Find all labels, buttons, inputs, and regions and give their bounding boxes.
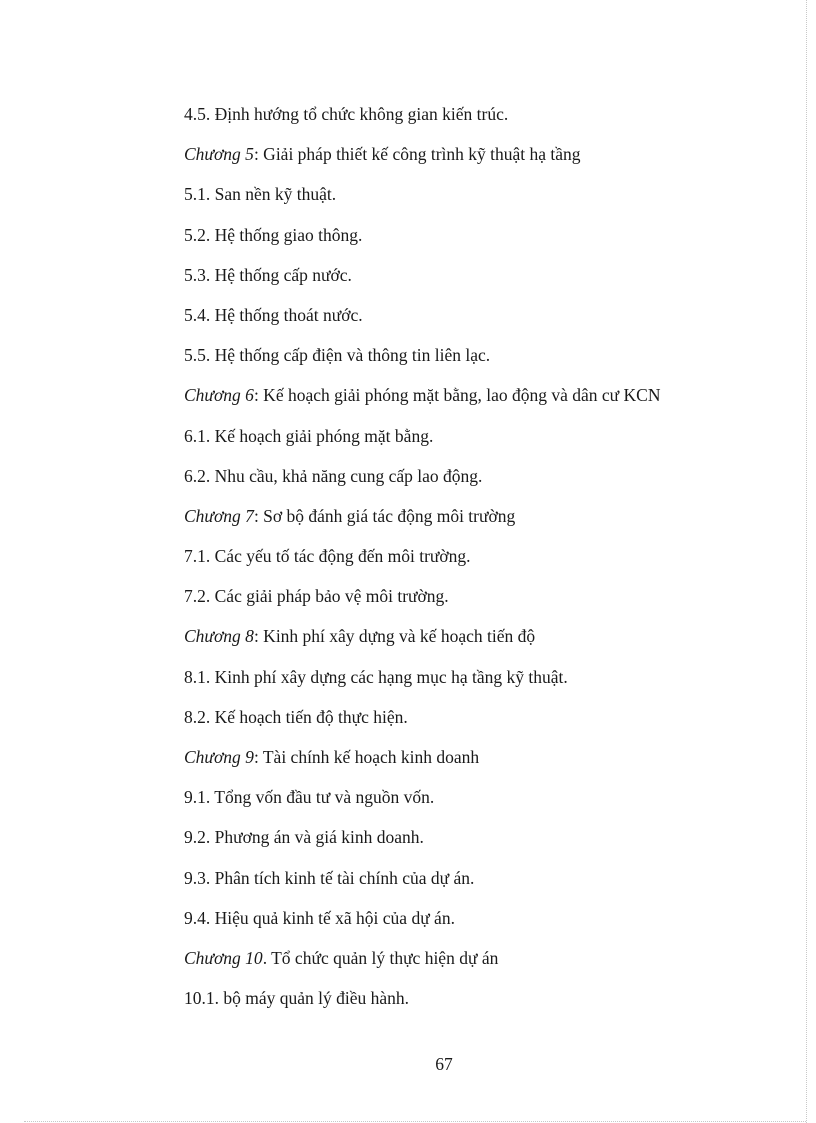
chapter-label: Chương 6: [184, 385, 254, 406]
chapter-label: Chương 5: [184, 144, 254, 165]
section-item: 6.1. Kế hoạch giải phóng mặt bằng.: [184, 425, 434, 446]
section-item: 6.2. Nhu cầu, khả năng cung cấp lao động.: [184, 465, 483, 486]
page-number: 67: [435, 1054, 453, 1074]
section-item: 8.1. Kinh phí xây dựng các hạng mục hạ tầng kỹ thuật.: [184, 666, 568, 687]
chapter-label: Chương 9: [184, 747, 254, 767]
chapter-heading: [184, 504, 784, 544]
chapter-title: . Tổ chức quản lý thực hiện dự án: [262, 947, 499, 968]
page-edge-right: [806, 0, 807, 1123]
chapter-label: Chương 8: [184, 626, 254, 647]
chapter-heading: [184, 624, 784, 664]
section-item: 7.1. Các yếu tố tác động đến môi trường.: [184, 546, 471, 567]
chapter-heading: [184, 946, 784, 986]
table-of-contents: [184, 102, 784, 1026]
chapter-title: : Tài chính kế hoạch kinh doanh: [253, 747, 480, 767]
section-item: 8.2. Kế hoạch tiến độ thực hiện.: [184, 706, 408, 727]
section-item: 5.2. Hệ thống giao thông.: [184, 224, 363, 245]
chapter-title: : Giải pháp thiết kế công trình kỹ thuật hạ tầng: [253, 144, 581, 165]
chapter-label: Chương 7: [184, 505, 254, 526]
section-item: 5.4. Hệ thống thoát nước.: [184, 304, 363, 325]
chapter-label: Chương 10: [184, 947, 263, 968]
chapter-heading: [184, 383, 784, 423]
chapter-title: : Kế hoạch giải phóng mặt bằng, lao động và dân cư KCN: [253, 385, 661, 406]
section-item: 9.1. Tổng vốn đầu tư và nguồn vốn.: [184, 787, 435, 808]
section-item: 9.2. Phương án và giá kinh doanh.: [184, 827, 424, 848]
section-item: 5.5. Hệ thống cấp điện và thông tin liên lạc.: [184, 345, 491, 366]
chapter-title: : Kinh phí xây dựng và kế hoạch tiến độ: [253, 626, 536, 647]
section-item: 5.3. Hệ thống cấp nước.: [184, 264, 352, 285]
section-item: 10.1. bộ máy quản lý điều hành.: [184, 988, 410, 1009]
section-item: 4.5. Định hướng tổ chức không gian kiến trúc.: [184, 104, 509, 124]
chapter-title: : Sơ bộ đánh giá tác động môi trường: [253, 505, 516, 526]
page-edge-bottom: [24, 1121, 806, 1122]
chapter-heading: [184, 745, 784, 785]
section-item: 7.2. Các giải pháp bảo vệ môi trường.: [184, 586, 449, 607]
chapter-heading: [184, 142, 784, 182]
section-item: 9.4. Hiệu quả kinh tế xã hội của dự án.: [184, 907, 455, 928]
section-item: 5.1. San nền kỹ thuật.: [184, 184, 337, 205]
section-item: 9.3. Phân tích kinh tế tài chính của dự án.: [184, 867, 475, 888]
